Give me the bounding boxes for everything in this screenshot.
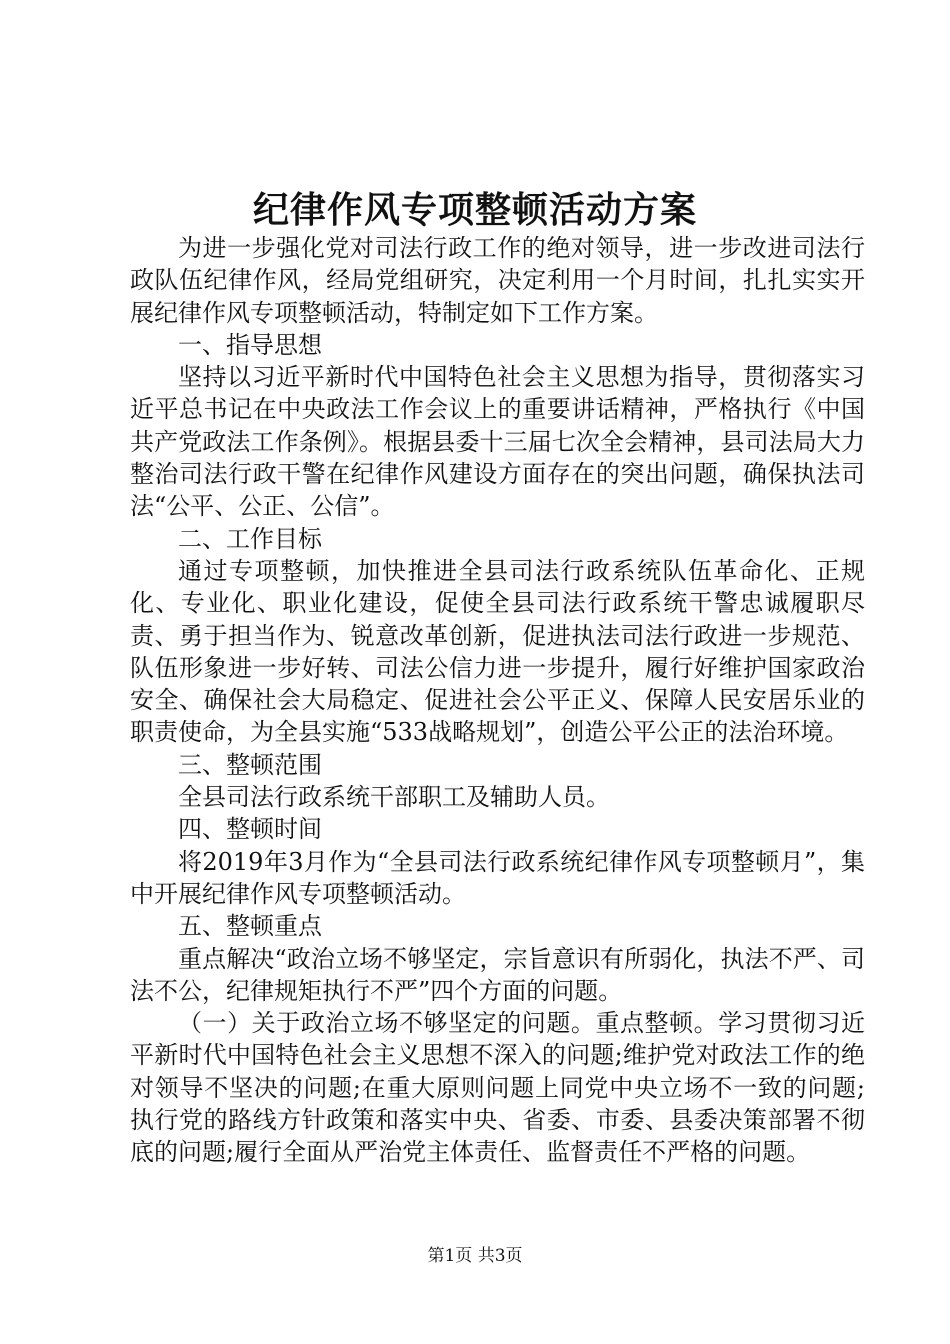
time-paragraph: 将2019年3月作为“全县司法行政系统纪律作风专项整顿月”，集中开展纪律作风专项整顿活动。	[130, 847, 865, 908]
guiding-ideology-paragraph: 坚持以习近平新时代中国特色社会主义思想为指导，贯彻落实习近平总书记在中央政法工作会议上的重要讲话精神，严格执行《中国共产党政法工作条例》。根据县委十三届七次全会精神，县司法局大力整治司法行政干警在纪律作风建设方面存在的突出问题，确保执法司法“公平、公正、公信”。	[130, 363, 865, 521]
page-footer: 第1页 共3页	[427, 1246, 523, 1266]
document-title: 纪律作风专项整顿活动方案	[252, 189, 697, 231]
focus-paragraph: 重点解决“政治立场不够坚定，宗旨意识有所弱化，执法不严、司法不公，纪律规矩执行不严”四个方面的问题。	[130, 944, 865, 1005]
section-heading-work-goals: 二、工作目标	[178, 524, 322, 553]
section-heading-scope: 三、整顿范围	[178, 750, 322, 779]
section-heading-time: 四、整顿时间	[178, 815, 322, 844]
intro-paragraph: 为进一步强化党对司法行政工作的绝对领导，进一步改进司法行政队伍纪律作风，经局党组研究，决定利用一个月时间，扎扎实实开展纪律作风专项整顿活动，特制定如下工作方案。	[130, 234, 865, 327]
document-body	[130, 232, 865, 1169]
work-goals-paragraph: 通过专项整顿，加快推进全县司法行政系统队伍革命化、正规化、专业化、职业化建设，促使全县司法行政系统干警忠诚履职尽责、勇于担当作为、锐意改革创新，促进执法司法行政进一步规范、队伍形象进一步好转、司法公信力进一步提升，履行好维护国家政治安全、确保社会大局稳定、促进社会公平正义、保障人民安居乐业的职责使命，为全县实施“533战略规划”，创造公平公正的法治环境。	[130, 556, 865, 747]
section-heading-guiding-ideology: 一、指导思想	[178, 330, 322, 359]
scope-paragraph: 全县司法行政系统干部职工及辅助人员。	[178, 783, 610, 812]
section-heading-focus: 五、整顿重点	[178, 912, 322, 941]
focus-item-1-paragraph: （一）关于政治立场不够坚定的问题。重点整顿。学习贯彻习近平新时代中国特色社会主义思想不深入的问题;维护党对政法工作的绝对领导不坚决的问题;在重大原则问题上同党中央立场不一致的问题;执行党的路线方针政策和落实中央、省委、市委、县委决策部署不彻底的问题;履行全面从严治党主体责任、监督责任不严格的问题。	[130, 1009, 865, 1167]
